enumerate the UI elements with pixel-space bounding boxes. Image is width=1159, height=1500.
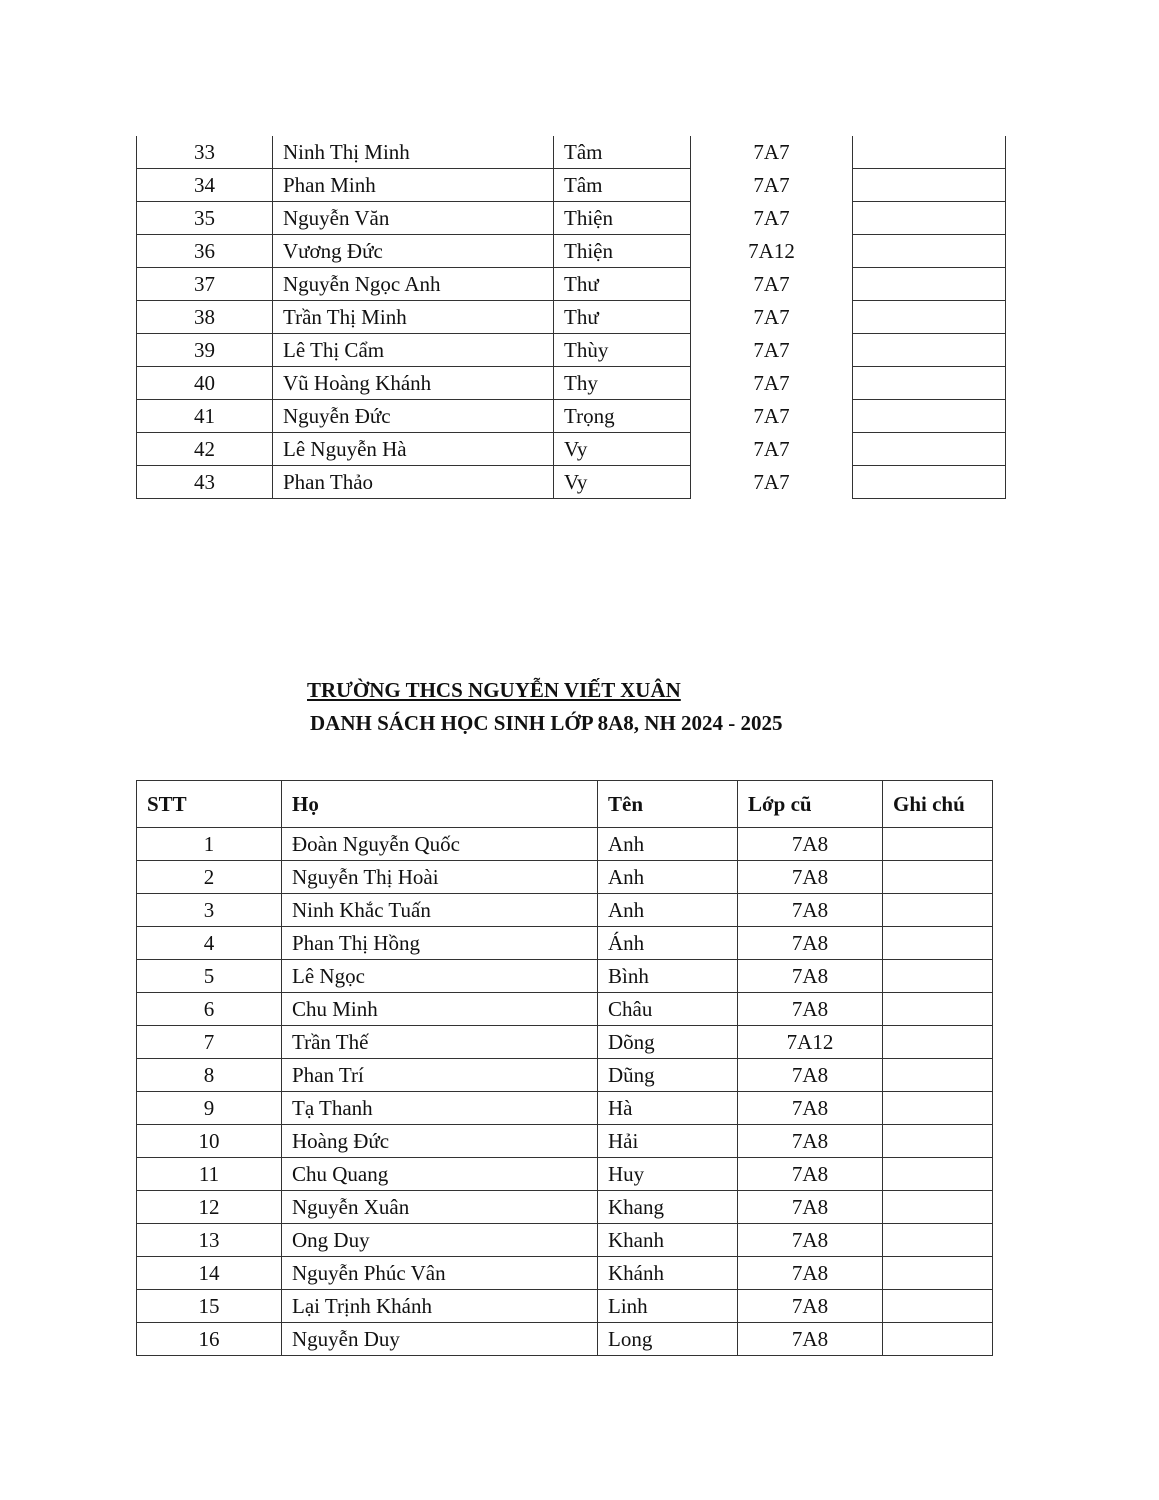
table-row [137,894,993,927]
ten-cell: Hà [598,1092,738,1125]
stt-cell: 11 [137,1158,282,1191]
table-row [137,136,1006,169]
ghi-chu-cell [853,202,1006,235]
stt-cell: 5 [137,960,282,993]
stt-cell: 15 [137,1290,282,1323]
stt-cell: 38 [137,301,273,334]
ten-cell: Ánh [598,927,738,960]
ho-cell: Nguyễn Đức [273,400,554,433]
stt-cell: 42 [137,433,273,466]
ho-cell: Trần Thị Minh [273,301,554,334]
lop-cu-cell: 7A8 [738,894,883,927]
ghi-chu-cell [853,400,1006,433]
ho-cell: Vương Đức [273,235,554,268]
ten-cell: Hải [598,1125,738,1158]
stt-cell: 9 [137,1092,282,1125]
ten-cell: Trọng [554,400,691,433]
table-row [137,202,1006,235]
lop-cu-cell: 7A8 [738,1125,883,1158]
ghi-chu-cell [883,1125,993,1158]
stt-cell: 3 [137,894,282,927]
stt-cell: 14 [137,1257,282,1290]
ten-cell: Vy [554,466,691,499]
stt-cell: 37 [137,268,273,301]
ho-cell: Vũ Hoàng Khánh [273,367,554,400]
column-header-ho: Họ [282,781,598,828]
lop-cu-cell: 7A7 [691,202,853,235]
ghi-chu-cell [853,367,1006,400]
table-row [137,1125,993,1158]
ho-cell: Tạ Thanh [282,1092,598,1125]
ho-cell: Đoàn Nguyễn Quốc [282,828,598,861]
ten-cell: Khang [598,1191,738,1224]
ghi-chu-cell [853,433,1006,466]
ghi-chu-cell [853,466,1006,499]
lop-cu-cell: 7A8 [738,1323,883,1356]
table-row [137,367,1006,400]
column-header-ghi-chu: Ghi chú [883,781,993,828]
ghi-chu-cell [883,1323,993,1356]
ghi-chu-cell [883,828,993,861]
ho-cell: Phan Thị Hồng [282,927,598,960]
stt-cell: 8 [137,1059,282,1092]
class-table [136,780,993,1356]
stt-cell: 6 [137,993,282,1026]
table-row [137,1323,993,1356]
table-row [137,1158,993,1191]
table-row [137,1092,993,1125]
lop-cu-cell: 7A8 [738,1191,883,1224]
ten-cell: Dõng [598,1026,738,1059]
stt-cell: 33 [137,136,273,169]
table-row [137,1059,993,1092]
table-row [137,993,993,1026]
ghi-chu-cell [853,301,1006,334]
ten-cell: Linh [598,1290,738,1323]
lop-cu-cell: 7A8 [738,861,883,894]
ten-cell: Bình [598,960,738,993]
lop-cu-cell: 7A7 [691,466,853,499]
stt-cell: 10 [137,1125,282,1158]
lop-cu-cell: 7A7 [691,301,853,334]
stt-cell: 39 [137,334,273,367]
table-row [137,301,1006,334]
ho-cell: Nguyễn Văn [273,202,554,235]
ten-cell: Thy [554,367,691,400]
ghi-chu-cell [883,993,993,1026]
ho-cell: Lê Ngọc [282,960,598,993]
table-row [137,466,1006,499]
ghi-chu-cell [883,1290,993,1323]
ten-cell: Châu [598,993,738,1026]
lop-cu-cell: 7A8 [738,960,883,993]
table-row [137,169,1006,202]
stt-cell: 35 [137,202,273,235]
lop-cu-cell: 7A8 [738,1257,883,1290]
table-row [137,1224,993,1257]
table-header-row [137,781,993,828]
ten-cell: Anh [598,828,738,861]
ho-cell: Chu Quang [282,1158,598,1191]
ho-cell: Ong Duy [282,1224,598,1257]
ghi-chu-cell [883,960,993,993]
ho-cell: Lê Thị Cẩm [273,334,554,367]
ten-cell: Thư [554,268,691,301]
ho-cell: Phan Thảo [273,466,554,499]
lop-cu-cell: 7A8 [738,1158,883,1191]
stt-cell: 16 [137,1323,282,1356]
lop-cu-cell: 7A8 [738,1224,883,1257]
ghi-chu-cell [853,235,1006,268]
ho-cell: Lê Nguyễn Hà [273,433,554,466]
lop-cu-cell: 7A8 [738,1092,883,1125]
stt-cell: 34 [137,169,273,202]
ho-cell: Hoàng Đức [282,1125,598,1158]
ho-cell: Lại Trịnh Khánh [282,1290,598,1323]
ghi-chu-cell [883,1059,993,1092]
lop-cu-cell: 7A7 [691,367,853,400]
stt-cell: 41 [137,400,273,433]
table-row [137,334,1006,367]
table-row [137,235,1006,268]
lop-cu-cell: 7A12 [738,1026,883,1059]
lop-cu-cell: 7A7 [691,334,853,367]
ghi-chu-cell [883,1224,993,1257]
ten-cell: Thùy [554,334,691,367]
stt-cell: 4 [137,927,282,960]
ho-cell: Phan Minh [273,169,554,202]
ho-cell: Nguyễn Duy [282,1323,598,1356]
ghi-chu-cell [853,268,1006,301]
table-row [137,1290,993,1323]
column-header-stt: STT [137,781,282,828]
ho-cell: Nguyễn Phúc Vân [282,1257,598,1290]
lop-cu-cell: 7A8 [738,1059,883,1092]
list-title: DANH SÁCH HỌC SINH LỚP 8A8, NH 2024 - 2025 [310,711,783,735]
ghi-chu-cell [883,894,993,927]
lop-cu-cell: 7A8 [738,927,883,960]
ghi-chu-cell [883,861,993,894]
ten-cell: Tâm [554,169,691,202]
ho-cell: Nguyễn Thị Hoài [282,861,598,894]
table-row [137,927,993,960]
lop-cu-cell: 7A12 [691,235,853,268]
lop-cu-cell: 7A7 [691,136,853,169]
lop-cu-cell: 7A7 [691,400,853,433]
ho-cell: Nguyễn Xuân [282,1191,598,1224]
ghi-chu-cell [853,169,1006,202]
ten-cell: Thư [554,301,691,334]
table-row [137,960,993,993]
ghi-chu-cell [853,136,1006,169]
stt-cell: 2 [137,861,282,894]
stt-cell: 7 [137,1026,282,1059]
ghi-chu-cell [883,927,993,960]
lop-cu-cell: 7A7 [691,268,853,301]
ho-cell: Phan Trí [282,1059,598,1092]
ten-cell: Huy [598,1158,738,1191]
table-row [137,1257,993,1290]
table-row [137,1026,993,1059]
ten-cell: Thiện [554,202,691,235]
ten-cell: Khanh [598,1224,738,1257]
ten-cell: Thiện [554,235,691,268]
lop-cu-cell: 7A7 [691,169,853,202]
ghi-chu-cell [883,1026,993,1059]
table-row [137,400,1006,433]
ten-cell: Vy [554,433,691,466]
ho-cell: Ninh Thị Minh [273,136,554,169]
continuation-table [136,136,1006,499]
ghi-chu-cell [883,1191,993,1224]
stt-cell: 40 [137,367,273,400]
lop-cu-cell: 7A8 [738,828,883,861]
ten-cell: Tâm [554,136,691,169]
table-row [137,861,993,894]
ho-cell: Ninh Khắc Tuấn [282,894,598,927]
ghi-chu-cell [883,1158,993,1191]
stt-cell: 13 [137,1224,282,1257]
school-name: TRƯỜNG THCS NGUYỄN VIẾT XUÂN [307,678,681,702]
table-row [137,828,993,861]
stt-cell: 12 [137,1191,282,1224]
table-row [137,268,1006,301]
stt-cell: 43 [137,466,273,499]
table-row [137,1191,993,1224]
lop-cu-cell: 7A8 [738,993,883,1026]
ten-cell: Dũng [598,1059,738,1092]
ho-cell: Chu Minh [282,993,598,1026]
ten-cell: Long [598,1323,738,1356]
lop-cu-cell: 7A8 [738,1290,883,1323]
column-header-lop-cu: Lớp cũ [738,781,883,828]
column-header-ten: Tên [598,781,738,828]
stt-cell: 1 [137,828,282,861]
ten-cell: Anh [598,861,738,894]
lop-cu-cell: 7A7 [691,433,853,466]
ghi-chu-cell [883,1092,993,1125]
ten-cell: Khánh [598,1257,738,1290]
table-row [137,433,1006,466]
ghi-chu-cell [883,1257,993,1290]
ghi-chu-cell [853,334,1006,367]
ho-cell: Trần Thế [282,1026,598,1059]
ho-cell: Nguyễn Ngọc Anh [273,268,554,301]
ten-cell: Anh [598,894,738,927]
stt-cell: 36 [137,235,273,268]
